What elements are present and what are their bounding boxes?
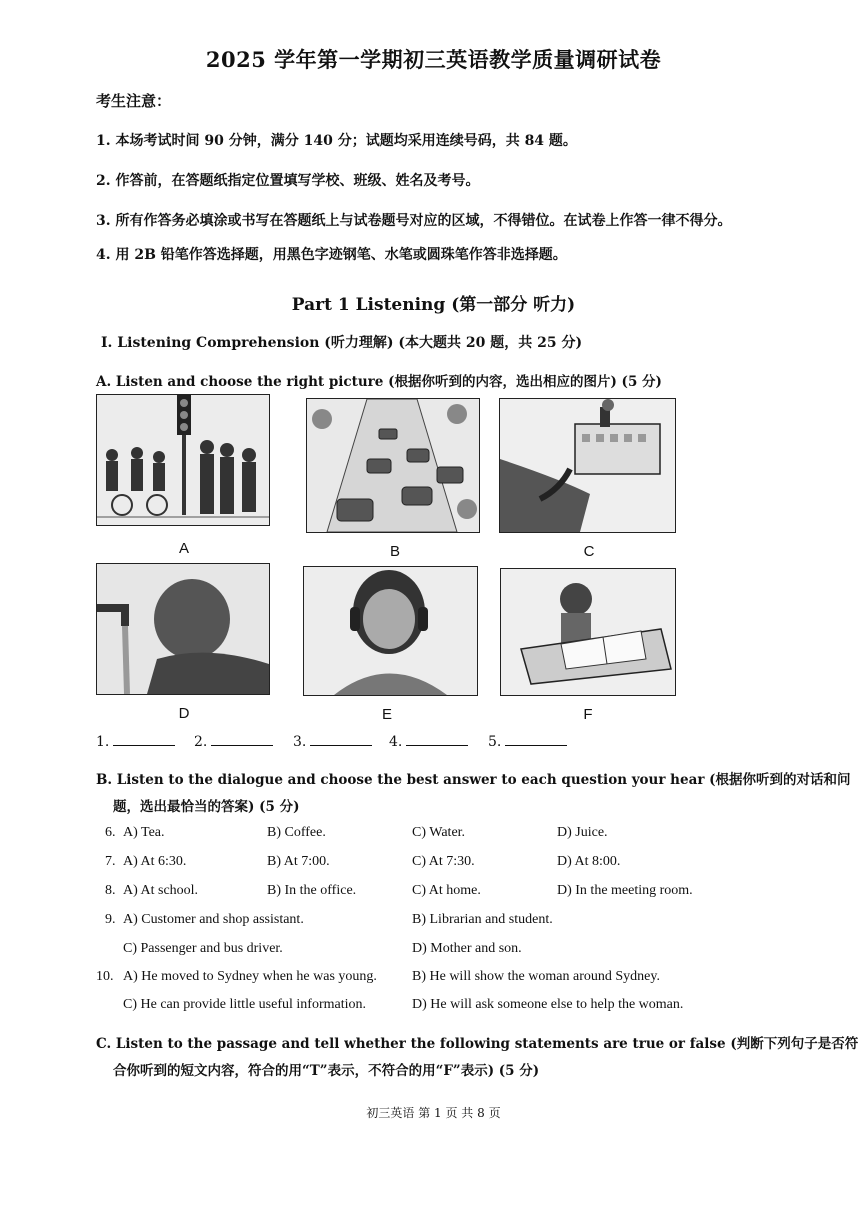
option-a: A) Tea.	[123, 825, 165, 840]
option-d: D) He will ask someone else to help the woman.	[412, 997, 684, 1012]
answer-blank-5	[488, 734, 567, 750]
option-d: D) Mother and son.	[412, 941, 522, 956]
blank-line	[505, 735, 567, 746]
section-c-heading: C. Listen to the passage and tell whether the following statements are true or false (判断下列句子是否符	[96, 1036, 859, 1052]
answer-blank-2	[194, 734, 273, 750]
page-footer: 初三英语 第 1 页 共 8 页	[366, 1106, 501, 1120]
blank-number: 3.	[293, 734, 307, 750]
option-c: C) Water.	[412, 825, 466, 840]
blank-line	[310, 735, 372, 746]
picture-label: B	[389, 543, 400, 560]
picture-e-girl-with-headphones	[303, 566, 478, 696]
rule-item: 3. 所有作答务必填涂或书写在答题纸上与试卷题号对应的区域，不得错位。在试卷上作答一律不得分。	[96, 213, 732, 229]
picture-d-man-at-tap	[96, 563, 270, 695]
option-c: C) At 7:30.	[412, 854, 475, 869]
option-b: B) Coffee.	[267, 825, 326, 840]
question-number: 10.	[96, 969, 114, 984]
question-number: 8.	[105, 883, 116, 898]
blank-number: 4.	[389, 734, 403, 750]
answer-blank-3	[293, 734, 372, 750]
option-d: D) In the meeting room.	[557, 883, 693, 898]
blank-line	[113, 735, 175, 746]
option-a: A) He moved to Sydney when he was young.	[123, 969, 377, 984]
answer-blank-4	[389, 734, 468, 750]
blank-line	[406, 735, 468, 746]
picture-label: A	[178, 540, 189, 557]
rule-item: 1. 本场考试时间 90 分钟，满分 140 分；试题均采用连续号码，共 84 题。	[96, 133, 577, 149]
rule-item: 2. 作答前，在答题纸指定位置填写学校、班级、姓名及考号。	[96, 173, 480, 189]
option-b: B) In the office.	[267, 883, 357, 898]
option-a: A) At 6:30.	[123, 854, 187, 869]
blank-number: 2.	[194, 734, 208, 750]
section-b-heading-cont: 题，选出最恰当的答案) (5 分)	[113, 799, 300, 815]
section-a-heading: A. Listen and choose the right picture (根据你听到的内容，选出相应的图片) (5 分)	[96, 374, 662, 390]
option-b: B) Librarian and student.	[412, 912, 553, 927]
part-title: Part 1 Listening (第一部分 听力)	[291, 295, 576, 315]
picture-a-crossing-street	[96, 394, 270, 526]
option-c: C) He can provide little useful information.	[123, 997, 366, 1012]
option-d: D) Juice.	[557, 825, 608, 840]
option-b: B) He will show the woman around Sydney.	[412, 969, 660, 984]
option-c: C) At home.	[412, 883, 481, 898]
notice-heading: 考生注意：	[96, 92, 172, 110]
picture-label: D	[178, 705, 190, 722]
section-b-heading: B. Listen to the dialogue and choose the best answer to each question your hear (根据你听到的对话和问	[96, 772, 851, 788]
picture-b-traffic	[306, 398, 480, 533]
picture-f-girl-reading	[500, 568, 676, 696]
option-a: A) Customer and shop assistant.	[123, 912, 304, 927]
blank-number: 5.	[488, 734, 502, 750]
question-number: 9.	[105, 912, 116, 927]
question-number: 6.	[105, 825, 116, 840]
option-c: C) Passenger and bus driver.	[123, 941, 283, 956]
answer-blank-1	[96, 734, 175, 750]
option-d: D) At 8:00.	[557, 854, 621, 869]
option-b: B) At 7:00.	[267, 854, 330, 869]
question-number: 7.	[105, 854, 116, 869]
picture-c-factory-pollution	[499, 398, 676, 533]
picture-label: E	[381, 706, 392, 723]
option-a: A) At school.	[123, 883, 199, 898]
exam-title: 2025 学年第一学期初三英语教学质量调研试卷	[205, 47, 662, 72]
picture-label: F	[583, 706, 593, 723]
section-c-heading-cont: 合你听到的短文内容，符合的用“T”表示，不符合的用“F”表示) (5 分)	[113, 1063, 540, 1079]
picture-label: C	[583, 543, 595, 560]
blank-number: 1.	[96, 734, 110, 750]
blank-line	[211, 735, 273, 746]
section-heading: I. Listening Comprehension (听力理解) (本大题共 20 题，共 25 分)	[101, 335, 583, 351]
rule-item: 4. 用 2B 铅笔作答选择题，用黑色字迹钢笔、水笔或圆珠笔作答非选择题。	[96, 247, 567, 263]
